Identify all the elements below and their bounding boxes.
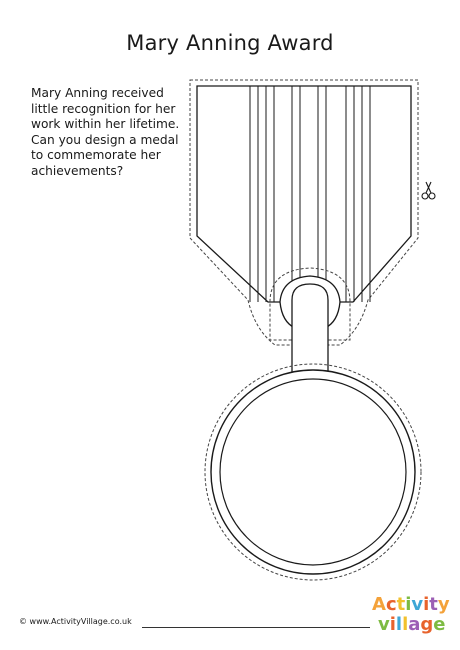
copyright-text: © www.ActivityVillage.co.uk (19, 617, 132, 626)
logo-line-2 (378, 616, 446, 634)
logo-letter: A (372, 594, 386, 615)
logo-letter: i (389, 614, 396, 635)
logo-letter: v (411, 594, 424, 615)
logo-letter: e (433, 614, 446, 635)
logo-letter: i (405, 594, 412, 615)
scissors-icon (422, 182, 435, 199)
logo-letter: y (437, 594, 450, 615)
logo-letter: g (420, 614, 434, 635)
logo-letter: i (423, 594, 430, 615)
footer-divider (142, 627, 370, 628)
ribbon (197, 86, 411, 302)
logo-letter: a (408, 614, 421, 635)
logo-letter: l (395, 614, 403, 635)
page-title: Mary Anning Award (126, 31, 334, 55)
intro-text: Mary Anning received little recognition for her work within her lifetime. Can you design a medal to commemorate her achievements? (31, 86, 180, 178)
logo-letter: t (396, 594, 406, 615)
activity-village-logo (364, 596, 448, 644)
logo-letter: t (429, 594, 438, 615)
logo-letter: l (402, 614, 409, 635)
logo-line-1 (372, 596, 450, 614)
medal-inner-face (220, 379, 406, 565)
logo-letter: c (385, 594, 397, 615)
logo-letter: v (378, 614, 390, 635)
